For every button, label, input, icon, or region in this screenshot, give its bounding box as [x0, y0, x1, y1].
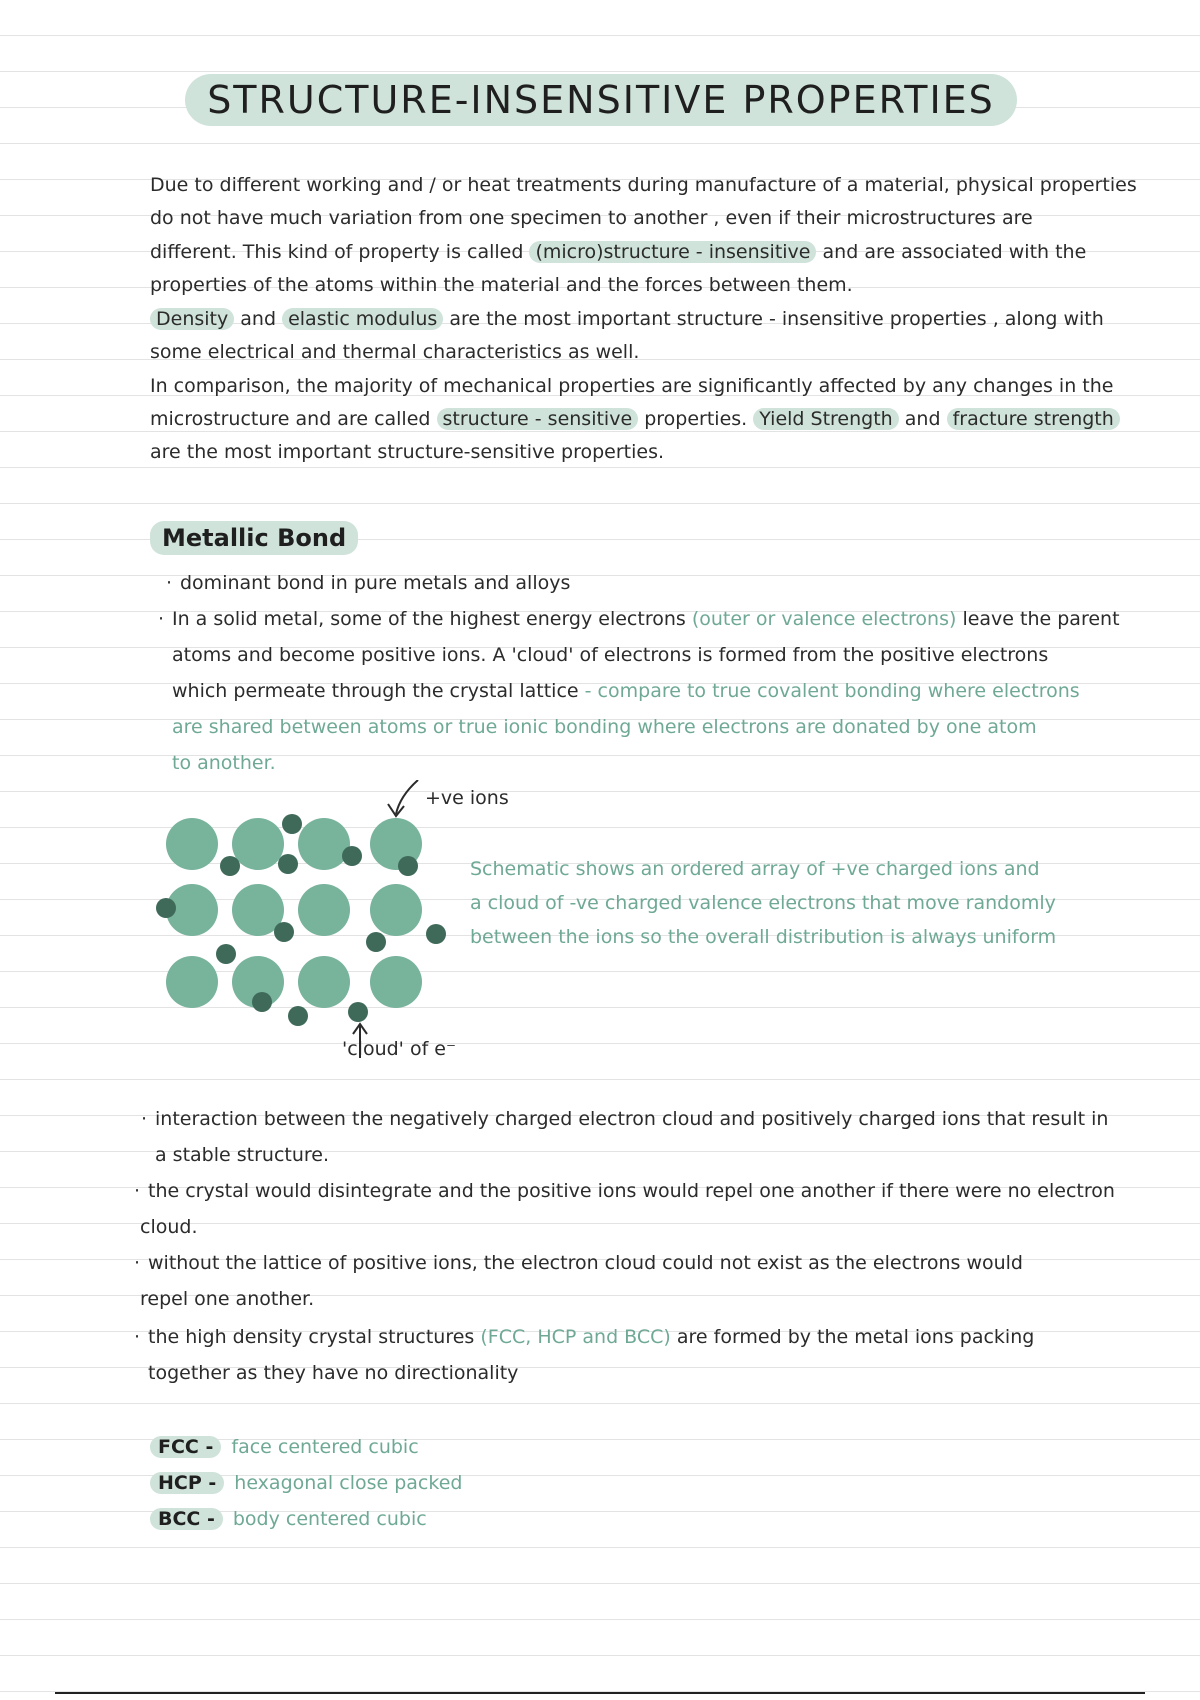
density-highlight: Density	[150, 308, 234, 330]
ion	[166, 956, 218, 1008]
ion	[166, 818, 218, 870]
section-heading-metallic-bond: Metallic Bond	[150, 521, 358, 555]
intro-line-4: properties of the atoms within the material and the forces between them.	[150, 274, 853, 296]
schematic-line-2: a cloud of -ve charged valence electrons that move randomly	[470, 892, 1056, 914]
metallic-line-4	[172, 676, 1162, 708]
intro-line-1: Due to different working and / or heat treatments during manufacture of a material, physical properties	[150, 174, 1137, 196]
metallic-line-4-b: - compare to true covalent bonding where electrons	[584, 680, 1080, 702]
ion	[370, 884, 422, 936]
point-2-line-2: cloud.	[140, 1216, 198, 1238]
electron	[220, 856, 240, 876]
metallic-line-3: atoms and become positive ions. A 'cloud' of electrons is formed from the positive electrons	[172, 644, 1049, 666]
abbreviation-definition: hexagonal close packed	[234, 1472, 463, 1494]
point-1-line-1: · interaction between the negatively charged electron cloud and positively charged ions that result in	[155, 1104, 1145, 1136]
point-3-line-2: repel one another.	[140, 1288, 315, 1310]
point-4-c: are formed by the metal ions packing	[676, 1326, 1035, 1348]
metallic-bullet-2	[172, 604, 1162, 636]
ion	[298, 956, 350, 1008]
micro-structure-insensitive-highlight: (micro)structure - insensitive	[529, 241, 816, 263]
fracture-strength-highlight: fracture strength	[947, 408, 1120, 430]
metallic-line-6: to another.	[172, 752, 276, 774]
title-container	[0, 74, 1200, 126]
structure-sensitive-highlight: structure - sensitive	[437, 408, 639, 430]
ion-label: +ve ions	[425, 787, 509, 809]
intro-line-5-b: and	[240, 308, 277, 330]
intro-line-8-e: and	[904, 408, 941, 430]
intro-line-5-d: are the most important structure - insensitive properties , along with	[449, 308, 1104, 330]
schematic-line-1: Schematic shows an ordered array of +ve charged ions and	[470, 858, 1040, 880]
metallic-bullet-1: · dominant bond in pure metals and alloys	[180, 568, 1170, 600]
electron	[274, 922, 294, 942]
abbreviation-definition: face centered cubic	[231, 1436, 419, 1458]
intro-line-8	[150, 404, 1140, 436]
abbreviation-row-bcc	[150, 1504, 427, 1534]
schematic-caption	[470, 852, 1150, 954]
bottom-rule	[55, 1692, 1145, 1694]
ion-label-arrowhead	[388, 804, 404, 816]
intro-line-9: are the most important structure-sensitive properties.	[150, 441, 665, 463]
point-4-b: (FCC, HCP and BCC)	[480, 1326, 671, 1348]
abbreviation-row-fcc	[150, 1432, 419, 1462]
intro-line-3	[150, 237, 1140, 269]
point-1-line-2: a stable structure.	[155, 1144, 330, 1166]
electron	[278, 854, 298, 874]
electron	[252, 992, 272, 1012]
intro-line-2: do not have much variation from one specimen to another , even if their microstructures are	[150, 207, 1033, 229]
intro-line-3-c: and are associated with the	[822, 241, 1087, 263]
schematic-line-3: between the ions so the overall distribution is always uniform	[470, 926, 1057, 948]
point-4-line-2: together as they have no directionality	[148, 1362, 519, 1384]
metallic-line-5: are shared between atoms or true ionic bonding where electrons are donated by one atom	[172, 716, 1037, 738]
electron	[366, 932, 386, 952]
metallic-line-4-a: which permeate through the crystal lattice	[172, 680, 579, 702]
intro-line-7: In comparison, the majority of mechanical properties are significantly affected by any changes in the	[150, 375, 1114, 397]
electron	[398, 856, 418, 876]
page-title: STRUCTURE-INSENSITIVE PROPERTIES	[185, 74, 1017, 126]
electron	[348, 1002, 368, 1022]
ion-label-arrow	[396, 780, 418, 814]
metallic-bond-diagram	[150, 780, 480, 1060]
point-3-line-1: · without the lattice of positive ions, the electron cloud could not exist as the electrons would	[148, 1248, 1138, 1280]
electron	[342, 846, 362, 866]
ion-grid	[166, 818, 422, 1008]
ion	[370, 956, 422, 1008]
abbreviation-row-hcp	[150, 1468, 462, 1498]
abbreviation-definition: body centered cubic	[232, 1508, 427, 1530]
point-2-line-1: · the crystal would disintegrate and the positive ions would repel one another if there were no electron	[148, 1176, 1138, 1208]
metallic-bullet-2-b: (outer or valence electrons)	[691, 608, 957, 630]
electron	[426, 924, 446, 944]
elastic-modulus-highlight: elastic modulus	[282, 308, 443, 330]
metallic-bullet-2-c: leave the parent	[962, 608, 1120, 630]
electron	[282, 814, 302, 834]
point-4-line-1	[148, 1322, 1138, 1354]
intro-line-6: some electrical and thermal characteristics as well.	[150, 341, 640, 363]
point-4-a: the high density crystal structures	[148, 1326, 475, 1348]
electron	[156, 898, 176, 918]
abbreviation-label: BCC -	[150, 1508, 223, 1530]
ion	[298, 818, 350, 870]
yield-strength-highlight: Yield Strength	[753, 408, 898, 430]
abbreviation-label: HCP -	[150, 1472, 224, 1494]
intro-line-8-a: microstructure and are called	[150, 408, 431, 430]
intro-line-3-a: different. This kind of property is called	[150, 241, 524, 263]
electron	[216, 944, 236, 964]
abbreviation-label: FCC -	[150, 1436, 221, 1458]
intro-line-5	[150, 304, 1140, 336]
electron	[288, 1006, 308, 1026]
ion	[232, 818, 284, 870]
cloud-label: 'cloud' of e⁻	[342, 1038, 457, 1060]
metallic-bullet-2-a: In a solid metal, some of the highest energy electrons	[172, 608, 686, 630]
ion	[298, 884, 350, 936]
intro-line-8-c: properties.	[644, 408, 748, 430]
